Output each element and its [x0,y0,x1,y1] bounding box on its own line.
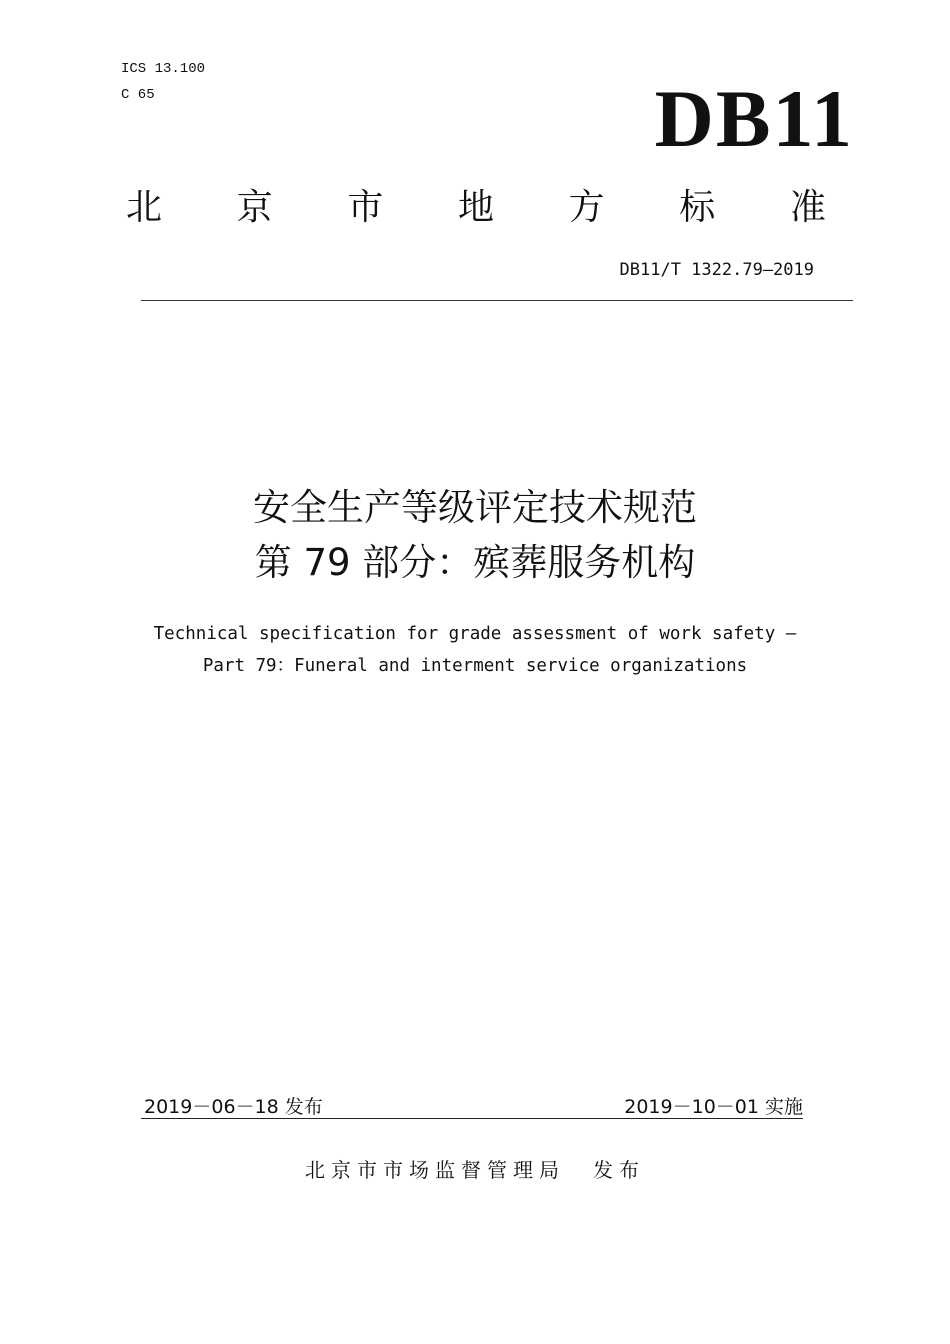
title-zh-line1: 安全生产等级评定技术规范 [253,486,697,529]
implement-date: 2019－10－01 实施 [624,1096,803,1118]
title-en-line1: Technical specification for grade assessment of work safety — [153,624,797,644]
title-en-line2: Part 79：Funeral and interment service organizations [202,656,748,676]
issuer [0,1157,950,1183]
title-zh-line2: 第 79 部分：殡葬服务机构 [254,541,696,584]
publish-date: 2019－06－18 发布 [144,1096,323,1118]
standard-type-char: 市 [347,187,384,228]
standard-number: DB11/T 1322.79—2019 [619,260,814,280]
issuer-action: 发布 [593,1158,645,1182]
standard-type-char: 准 [789,187,826,228]
standard-type [126,184,826,232]
standard-type-char: 标 [679,187,716,228]
issuer-name: 北京市市场监督管理局 [305,1158,565,1182]
date-divider [141,1118,803,1119]
ccs-code: C 65 [121,87,155,103]
standard-type-char: 地 [457,187,494,228]
standard-type-char: 方 [568,187,605,228]
standard-type-char: 北 [126,187,163,228]
standard-type-char: 京 [236,187,273,228]
db-mark: DB11 [654,73,854,164]
header-divider [141,300,853,301]
ics-code: ICS 13.100 [121,61,206,77]
